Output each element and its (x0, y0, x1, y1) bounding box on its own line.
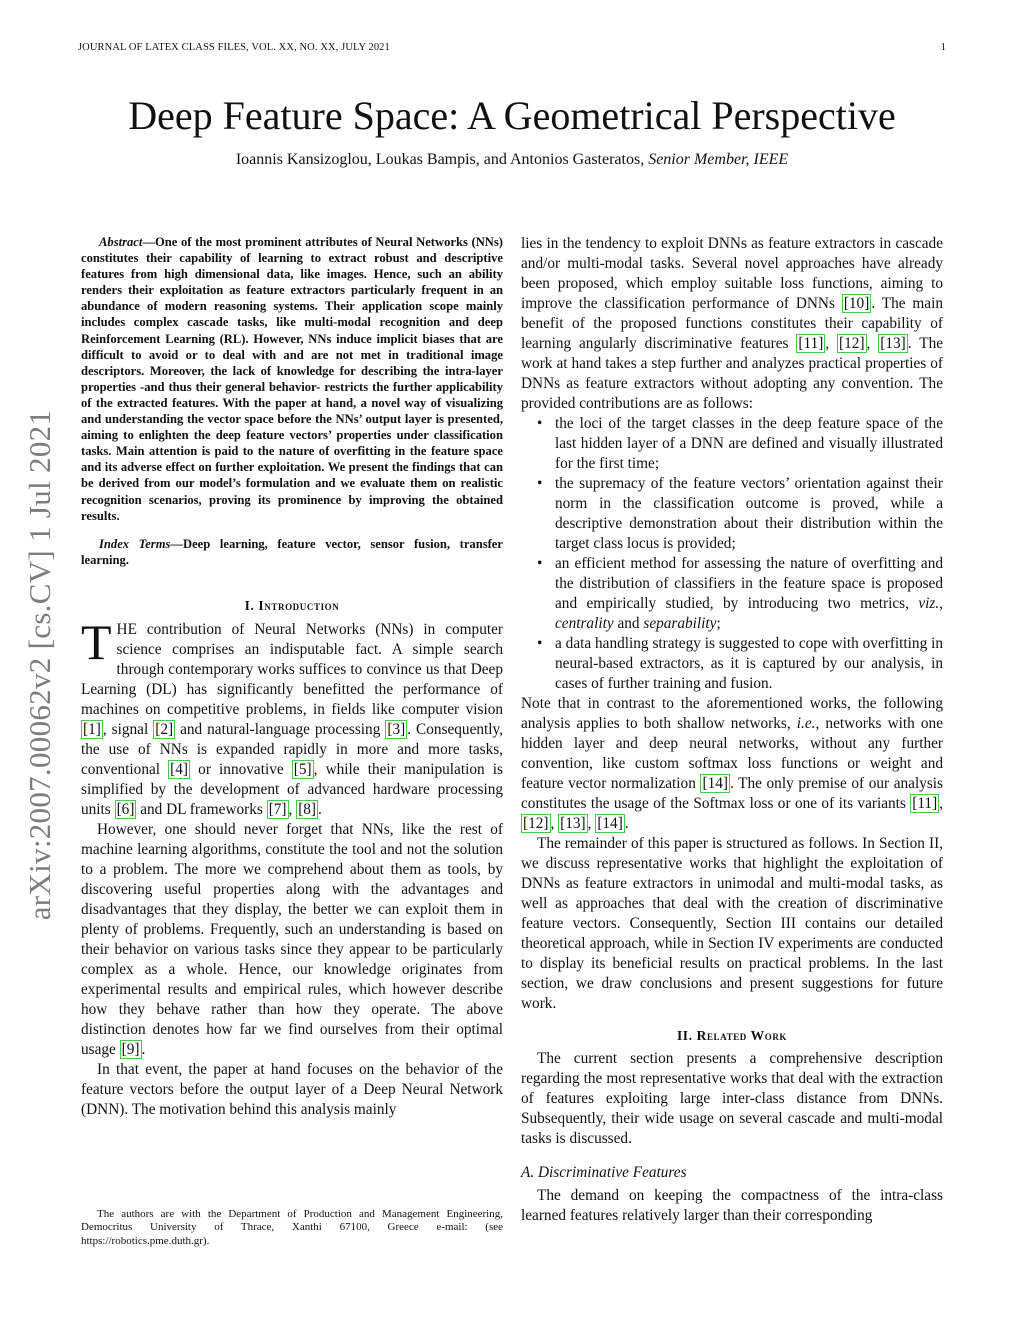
left-column (81, 234, 503, 1120)
author-membership: Senior Member, IEEE (648, 151, 789, 168)
citation-link[interactable]: [7] (268, 800, 287, 818)
bullet-icon: • (537, 555, 543, 572)
citation-link[interactable]: [12] (839, 335, 865, 352)
page-number: 1 (940, 42, 946, 53)
intro-paragraph-3-continued: lies in the tendency to exploit DNNs as feature extractors in cascade and/or multi-modal tasks. Several novel approaches have already been proposed, which employ suitable loss functions, aiming to improve the classification performance of DNNs [10] . The main benefit of the proposed functions constitutes their capability of learning angularly discriminative features [11] , [12] , [13] . The work at hand takes a step further and analyzes practical properties of DNNs as feature extractors without adopting any convention. The provided contributions are as follows: (521, 235, 944, 412)
bullet-icon: • (537, 415, 543, 432)
abstract: Abstract—One of the most prominent attributes of Neural Networks (NNs) constitutes their capability of learning to extract robust and descriptive features from high dimensional data, like images. Hence, such an ability renders their exploitation as feature extractors particularly frequent in an abundance of modern reasoning systems. Their application scope mainly includes complex cascade tasks, like multi-modal recognition and deep Reinforcement Learning (RL). However, NNs induce implicit biases that are difficult to avoid or to deal with and are not met in traditional image descriptors. Moreover, the lack of knowledge for describing the intra-layer properties -and thus their general behavior- restricts the further applicability of the extracted features. With the paper at hand, a novel way of visualizing and understanding the vector space before the NNs’ output layer is presented, aiming to enlighten the deep feature vectors’ properties under classification tasks. Main attention is paid to the nature of overfitting in the feature space and its adverse effect on further exploitation. We present the findings that can be derived from our model’s formulation and we evaluate them on realistic recognition scenarios, proving its prominence by improving the obtained results. (81, 235, 503, 523)
citation-link[interactable]: [5] (293, 760, 312, 778)
citation-link[interactable]: [10] (843, 295, 870, 312)
note-paragraph: Note that in contrast to the aforementioned works, the following analysis applies to both shallow networks, i.e., networks with one hidden layer and deep neural networks, without any further convention, like custom softmax loss functions or weight and feature vector normalization [14] . The only premise of our analysis constitutes the usage of the Softmax loss or one of its variants [11] , [12] , [13] , [14] . (521, 695, 943, 832)
discriminative-features-paragraph: The demand on keeping the compactness of the intra-class learned features relatively larger than their corresponding (521, 1187, 943, 1224)
dropcap-letter: T (81, 613, 112, 670)
intro-paragraph-2: However, one should never forget that NNs, like the rest of machine learning algorithms, constitute the tool and not the solution to a problem. The more we comprehend about them as tools, by discovering useful properties along with the advantages and disadvantages that they display, the better we can exploit them in plenty of problems. Frequently, such an understanding is based on their behavior on various tasks since they appear to be particularly complex as a whole. Hence, our knowledge originates from experimental results and empirical rules, which however describe how they behave rather than how they operate. The above distinction denotes how far we find ourselves from their optimal usage [9] . (81, 820, 503, 1058)
citation-link[interactable]: [14] (597, 815, 623, 832)
section-heading-related-work: II. Related Work (676, 1028, 788, 1043)
citation-link[interactable]: [11] (798, 335, 824, 352)
index-terms: Index Terms—Deep learning, feature vector, sensor fusion, transfer learning. (81, 536, 503, 567)
citation-link[interactable]: [2] (155, 720, 174, 738)
author-line (0, 151, 1024, 169)
index-terms-text: Deep learning, feature vector, sensor fusion, transfer learning. (81, 536, 503, 567)
citation-link[interactable]: [8] (298, 800, 317, 818)
citation-link[interactable]: [14] (702, 775, 728, 792)
arxiv-identifier: arXiv:2007.00062v2 [cs.CV] 1 Jul 2021 (22, 409, 57, 921)
author-names: Ioannis Kansizoglou, Loukas Bampis, and Antonios Gasteratos, (235, 151, 645, 168)
intro-paragraph-1: THE contribution of Neural Networks (NNs) in computer science comprises an indisputable fact. A simple search through contemporary works suffices to convince us that Deep Learning (DL) has significantly benefitted the performance of machines on competitive problems, in fields like computer vision [1] , signal [2] and natural-language processing [3] . Consequently, the use of NNs is expanded rapidly in more and more tasks, conventional [4] or innovative [5] , while their manipulation is simplified by the development of advanced hardware processing units [6] and DL frameworks [7] , [8] . (81, 613, 503, 818)
citation-link[interactable]: [12] (523, 815, 549, 832)
list-item: • an efficient method for assessing the nature of overfitting and the distribution of classifiers in the feature space is proposed and empirically studied, by introducing two metrics, viz., centrality and separability; (537, 555, 943, 632)
citation-link[interactable]: [11] (912, 795, 938, 812)
list-item: • the loci of the target classes in the deep feature space of the last hidden layer of a DNN are defined and visually illustrated for the first time; (537, 415, 943, 472)
list-item: • a data handling strategy is suggested to cope with overfitting in neural-based extractors, as it is captured by our analysis, in cases of further training and fusion. (537, 635, 943, 692)
citation-link[interactable]: [1] (83, 720, 101, 738)
list-item: • the supremacy of the feature vectors’ orientation against their norm in the classification outcome is proved, while a descriptive demonstration about their distribution within the target class locus is provided; (537, 475, 943, 552)
citation-link[interactable]: [4] (170, 760, 189, 778)
section-heading-introduction: I. Introduction (244, 597, 340, 613)
citation-link[interactable]: [3] (387, 720, 406, 738)
running-head: JOURNAL OF LATEX CLASS FILES, VOL. XX, NO. XX, JULY 2021 (78, 42, 390, 53)
arxiv-stamp (10, 375, 70, 955)
related-work-paragraph: The current section presents a comprehensive description regarding the most representative works that deal with the extraction of features exploiting large inter-class distance from DNNs. Subsequently, their wide usage on several cascade and multi-modal tasks is discussed. (521, 1050, 943, 1147)
author-affiliation-footnote: The authors are with the Department of Production and Management Engineering, Democritus University of Thrace, Xanthi 67100, Greece e-mail: (see https://robotics.pme.duth.gr). (81, 1208, 503, 1247)
abstract-label: Abstract (99, 235, 143, 249)
right-column (521, 234, 943, 1226)
bullet-icon: • (537, 635, 543, 652)
citation-link[interactable]: [6] (116, 800, 135, 818)
bullet-icon: • (537, 475, 543, 492)
paper-title: Deep Feature Space: A Geometrical Perspective (128, 93, 896, 138)
abstract-text: One of the most prominent attributes of Neural Networks (NNs) constitutes their capability of learning to extract robust and descriptive features from high dimensional data, like images. Hence, such an ability renders their exploitation as feature extractors particularly frequent in an abundance of modern reasoning systems. Their application scope mainly includes complex cascade tasks, like multi-modal recognition and deep Reinforcement Learning (RL). However, NNs induce implicit biases that are difficult to avoid or to deal with and are not met in traditional image descriptors. Moreover, the lack of knowledge for describing the intra-layer properties -and thus their general behavior- restricts the further applicability of the extracted features. With the paper at hand, a novel way of visualizing and understanding the vector space before the NNs’ output layer is presented, aiming to enlighten the deep feature vectors’ properties under classification tasks. Main attention is paid to the nature of overfitting in the feature space and its adverse effect on further exploitation. We present the findings that can be derived from our model’s formulation and we evaluate them on realistic recognition scenarios, proving its prominence by improving the obtained results. (81, 235, 503, 523)
citation-link[interactable]: [9] (121, 1040, 140, 1058)
remainder-paragraph: The remainder of this paper is structured as follows. In Section II, we discuss representative works that highlight the exploitation of DNNs as feature extractors in unimodal and multi-modal tasks, as well as approaches that deal with the creation of discriminative feature vectors. Consequently, Section III contains our detailed theoretical approach, while in Section IV experiments are conducted to display its beneficial results on practical problems. In the last section, we draw conclusions and present suggestions for future work. (521, 835, 943, 1012)
citation-link[interactable]: [13] (880, 335, 906, 352)
contributions-list (521, 414, 943, 694)
citation-link[interactable]: [13] (560, 815, 586, 832)
index-terms-label: Index Terms (99, 536, 171, 551)
subsection-heading-discriminative-features: A. Discriminative Features (521, 1164, 687, 1181)
intro-paragraph-3: In that event, the paper at hand focuses on the behavior of the feature vectors before the output layer of a Deep Neural Network (DNN). The motivation behind this analysis mainly (81, 1060, 503, 1118)
